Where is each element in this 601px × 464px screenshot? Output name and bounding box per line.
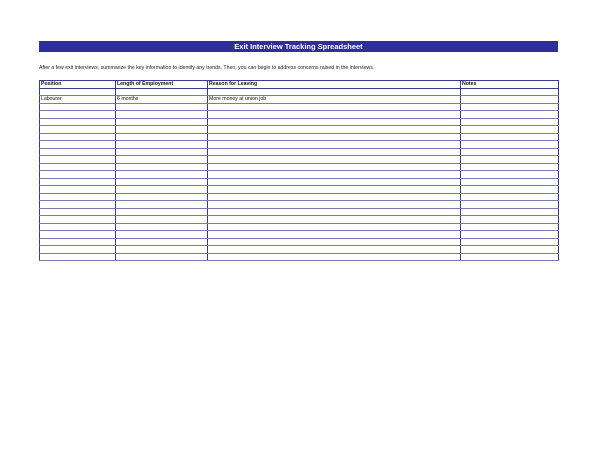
reason-for-leaving-cell[interactable] xyxy=(208,231,461,239)
reason-for-leaving-cell[interactable] xyxy=(208,246,461,254)
notes-cell[interactable] xyxy=(461,223,559,231)
position-cell[interactable] xyxy=(40,171,116,179)
position-cell[interactable] xyxy=(40,88,116,96)
exit-interview-table xyxy=(39,80,559,261)
reason-for-leaving-cell[interactable] xyxy=(208,133,461,141)
reason-for-leaving-cell[interactable] xyxy=(208,216,461,224)
reason-for-leaving-cell[interactable] xyxy=(208,253,461,261)
reason-for-leaving-cell[interactable] xyxy=(208,148,461,156)
table-row xyxy=(40,171,559,179)
length-of-employment-cell[interactable] xyxy=(116,246,208,254)
table-row xyxy=(40,253,559,261)
notes-cell[interactable] xyxy=(461,126,559,134)
reason-for-leaving-cell[interactable] xyxy=(208,156,461,164)
notes-cell[interactable] xyxy=(461,238,559,246)
reason-for-leaving-cell[interactable] xyxy=(208,201,461,209)
length-of-employment-cell[interactable] xyxy=(116,178,208,186)
position-cell[interactable] xyxy=(40,156,116,164)
reason-for-leaving-cell[interactable] xyxy=(208,193,461,201)
notes-cell[interactable] xyxy=(461,231,559,239)
reason-for-leaving-cell[interactable] xyxy=(208,118,461,126)
length-of-employment-cell[interactable] xyxy=(116,103,208,111)
notes-cell[interactable] xyxy=(461,178,559,186)
notes-cell[interactable] xyxy=(461,163,559,171)
notes-cell[interactable] xyxy=(461,103,559,111)
notes-cell[interactable] xyxy=(461,246,559,254)
reason-for-leaving-cell[interactable] xyxy=(208,126,461,134)
table-body xyxy=(40,88,559,261)
table-row xyxy=(40,238,559,246)
notes-cell[interactable] xyxy=(461,201,559,209)
reason-for-leaving-cell[interactable] xyxy=(208,171,461,179)
reason-for-leaving-cell[interactable] xyxy=(208,141,461,149)
length-of-employment-cell[interactable] xyxy=(116,253,208,261)
reason-for-leaving-cell[interactable] xyxy=(208,178,461,186)
position-cell[interactable]: Labourer xyxy=(40,96,116,104)
table-row xyxy=(40,246,559,254)
position-cell[interactable] xyxy=(40,133,116,141)
reason-for-leaving-cell[interactable] xyxy=(208,208,461,216)
notes-cell[interactable] xyxy=(461,253,559,261)
header-reason-for-leaving: Reason for Leaving xyxy=(208,81,461,89)
table-row xyxy=(40,216,559,224)
length-of-employment-cell[interactable] xyxy=(116,118,208,126)
length-of-employment-cell[interactable] xyxy=(116,193,208,201)
position-cell[interactable] xyxy=(40,111,116,119)
intro-text: After a few exit interviews, summarize the key information to identify any trends. Then, you can begin to address concerns raised in the interviews. xyxy=(39,65,375,71)
position-cell[interactable] xyxy=(40,231,116,239)
notes-cell[interactable] xyxy=(461,193,559,201)
position-cell[interactable] xyxy=(40,118,116,126)
table-row xyxy=(40,88,559,96)
table-row xyxy=(40,223,559,231)
notes-cell[interactable] xyxy=(461,216,559,224)
position-cell[interactable] xyxy=(40,238,116,246)
reason-for-leaving-cell[interactable] xyxy=(208,88,461,96)
position-cell[interactable] xyxy=(40,216,116,224)
length-of-employment-cell[interactable] xyxy=(116,201,208,209)
length-of-employment-cell[interactable] xyxy=(116,133,208,141)
reason-for-leaving-cell[interactable] xyxy=(208,238,461,246)
notes-cell[interactable] xyxy=(461,88,559,96)
position-cell[interactable] xyxy=(40,141,116,149)
table-row xyxy=(40,148,559,156)
position-cell[interactable] xyxy=(40,201,116,209)
position-cell[interactable] xyxy=(40,246,116,254)
position-cell[interactable] xyxy=(40,103,116,111)
table-row xyxy=(40,133,559,141)
table-row xyxy=(40,193,559,201)
table-row xyxy=(40,201,559,209)
notes-cell[interactable] xyxy=(461,208,559,216)
table-row xyxy=(40,118,559,126)
reason-for-leaving-cell[interactable] xyxy=(208,163,461,171)
table-row xyxy=(40,103,559,111)
table-row xyxy=(40,163,559,171)
length-of-employment-cell[interactable] xyxy=(116,141,208,149)
position-cell[interactable] xyxy=(40,163,116,171)
length-of-employment-cell[interactable] xyxy=(116,171,208,179)
sheet-title: Exit Interview Tracking Spreadsheet xyxy=(39,41,558,52)
length-of-employment-cell[interactable] xyxy=(116,231,208,239)
length-of-employment-cell[interactable] xyxy=(116,223,208,231)
notes-cell[interactable] xyxy=(461,171,559,179)
position-cell[interactable] xyxy=(40,253,116,261)
length-of-employment-cell[interactable] xyxy=(116,238,208,246)
length-of-employment-cell[interactable] xyxy=(116,163,208,171)
table-row xyxy=(40,208,559,216)
reason-for-leaving-cell[interactable]: More money at union job xyxy=(208,96,461,104)
reason-for-leaving-cell[interactable] xyxy=(208,223,461,231)
length-of-employment-cell[interactable] xyxy=(116,186,208,194)
header-row xyxy=(40,81,559,89)
header-length-of-employment: Length of Employment xyxy=(116,81,208,89)
notes-cell[interactable] xyxy=(461,156,559,164)
position-cell[interactable] xyxy=(40,126,116,134)
table-row xyxy=(40,126,559,134)
reason-for-leaving-cell[interactable] xyxy=(208,186,461,194)
notes-cell[interactable] xyxy=(461,118,559,126)
notes-cell[interactable] xyxy=(461,141,559,149)
length-of-employment-cell[interactable] xyxy=(116,156,208,164)
position-cell[interactable] xyxy=(40,208,116,216)
position-cell[interactable] xyxy=(40,178,116,186)
length-of-employment-cell[interactable] xyxy=(116,148,208,156)
table-row xyxy=(40,111,559,119)
notes-cell[interactable] xyxy=(461,148,559,156)
table-row xyxy=(40,141,559,149)
length-of-employment-cell[interactable]: 6 months xyxy=(116,96,208,104)
length-of-employment-cell[interactable] xyxy=(116,208,208,216)
table-row xyxy=(40,156,559,164)
position-cell[interactable] xyxy=(40,193,116,201)
notes-cell[interactable] xyxy=(461,133,559,141)
table-row xyxy=(40,96,559,104)
header-notes: Notes xyxy=(461,81,559,89)
length-of-employment-cell[interactable] xyxy=(116,126,208,134)
reason-for-leaving-cell[interactable] xyxy=(208,111,461,119)
length-of-employment-cell[interactable] xyxy=(116,216,208,224)
position-cell[interactable] xyxy=(40,148,116,156)
header-position: Position xyxy=(40,81,116,89)
notes-cell[interactable] xyxy=(461,96,559,104)
notes-cell[interactable] xyxy=(461,111,559,119)
reason-for-leaving-cell[interactable] xyxy=(208,103,461,111)
notes-cell[interactable] xyxy=(461,186,559,194)
length-of-employment-cell[interactable] xyxy=(116,88,208,96)
length-of-employment-cell[interactable] xyxy=(116,111,208,119)
table-row xyxy=(40,186,559,194)
table-row xyxy=(40,231,559,239)
position-cell[interactable] xyxy=(40,223,116,231)
position-cell[interactable] xyxy=(40,186,116,194)
table-row xyxy=(40,178,559,186)
